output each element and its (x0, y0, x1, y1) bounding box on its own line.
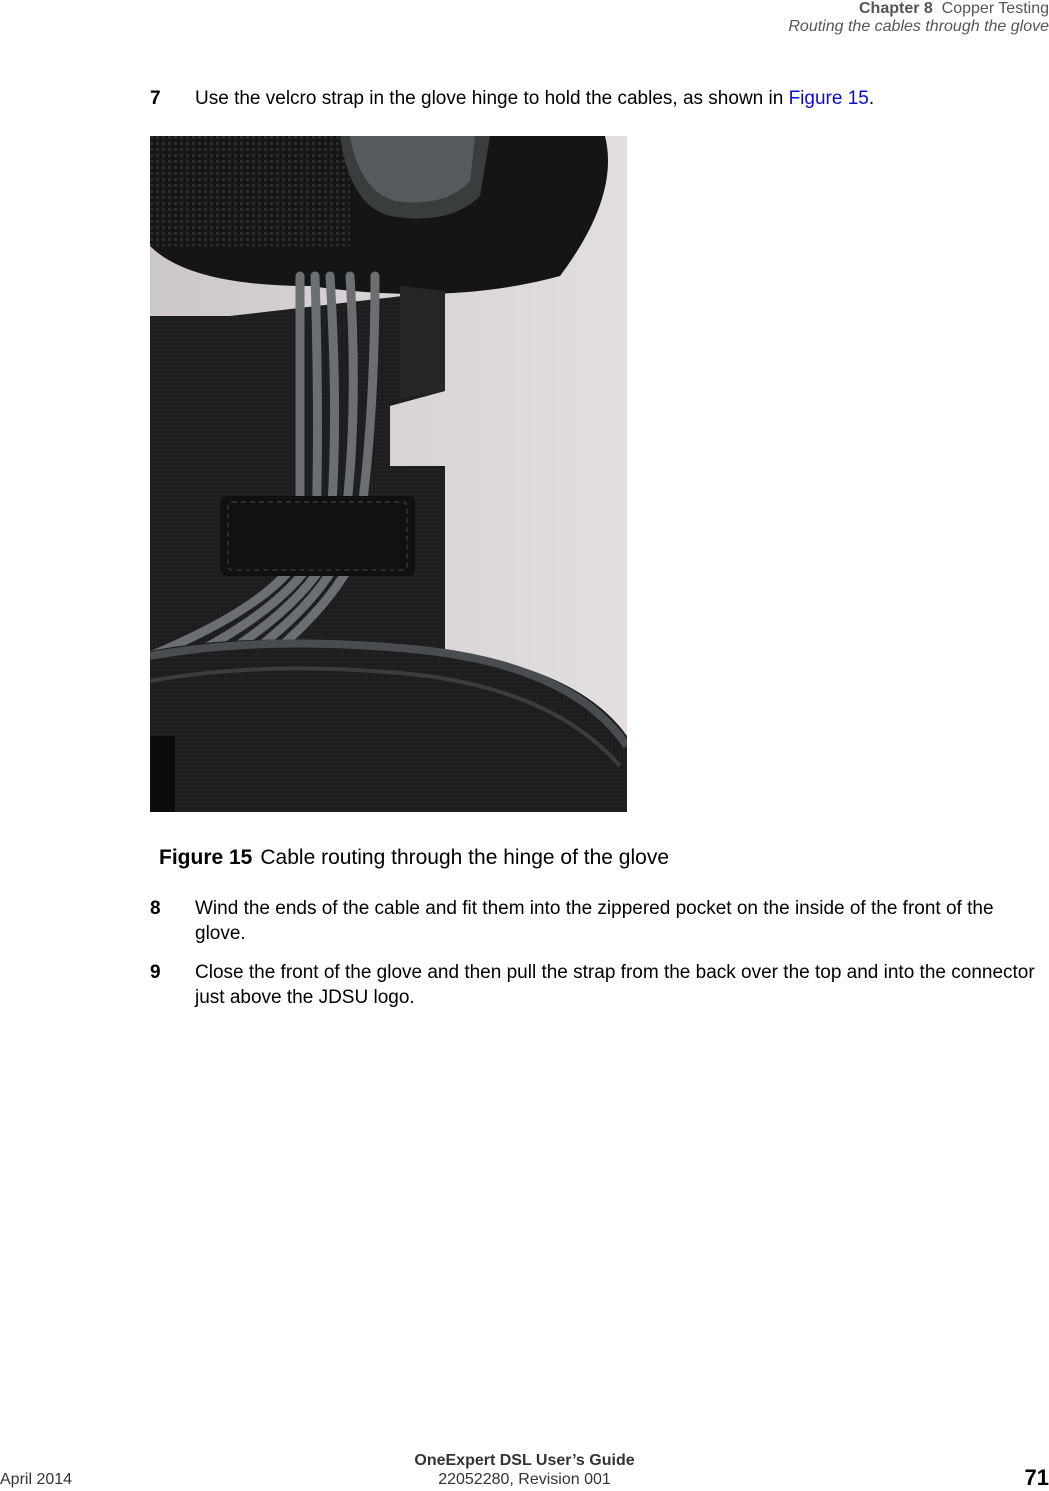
step-text: Use the velcro strap in the glove hinge to hold the cables, as shown in Figure 15. (195, 88, 875, 109)
page-number: 71 (1024, 1465, 1049, 1490)
figure-15-link[interactable]: Figure 15 (788, 88, 869, 109)
glove-hinge-photo (150, 136, 627, 812)
section-title: Routing the cables through the glove (788, 18, 1049, 35)
page-header (788, 0, 1049, 36)
figure-label: Figure 15 (159, 846, 253, 869)
step-number: 8 (150, 898, 161, 919)
figure-caption-text: Cable routing through the hinge of the glove (260, 846, 670, 869)
chapter-number: Chapter 8 (858, 0, 933, 17)
footer-guide-title: OneExpert DSL User’s Guide (414, 1452, 635, 1469)
glove-photo-illustration (150, 136, 627, 812)
chapter-title: Copper Testing (941, 0, 1049, 17)
figure-caption (159, 845, 669, 871)
footer-date: April 2014 (0, 1471, 73, 1488)
step-text: Wind the ends of the cable and fit them into the zippered pocket on the inside of the front of the glove. (195, 898, 994, 944)
step-number: 9 (150, 962, 161, 983)
step-text: Close the front of the glove and then pull the strap from the back over the top and into the connector just above the JDSU logo. (195, 962, 1035, 1008)
footer-revision: 22052280, Revision 001 (438, 1471, 611, 1488)
step-number: 7 (150, 88, 161, 109)
